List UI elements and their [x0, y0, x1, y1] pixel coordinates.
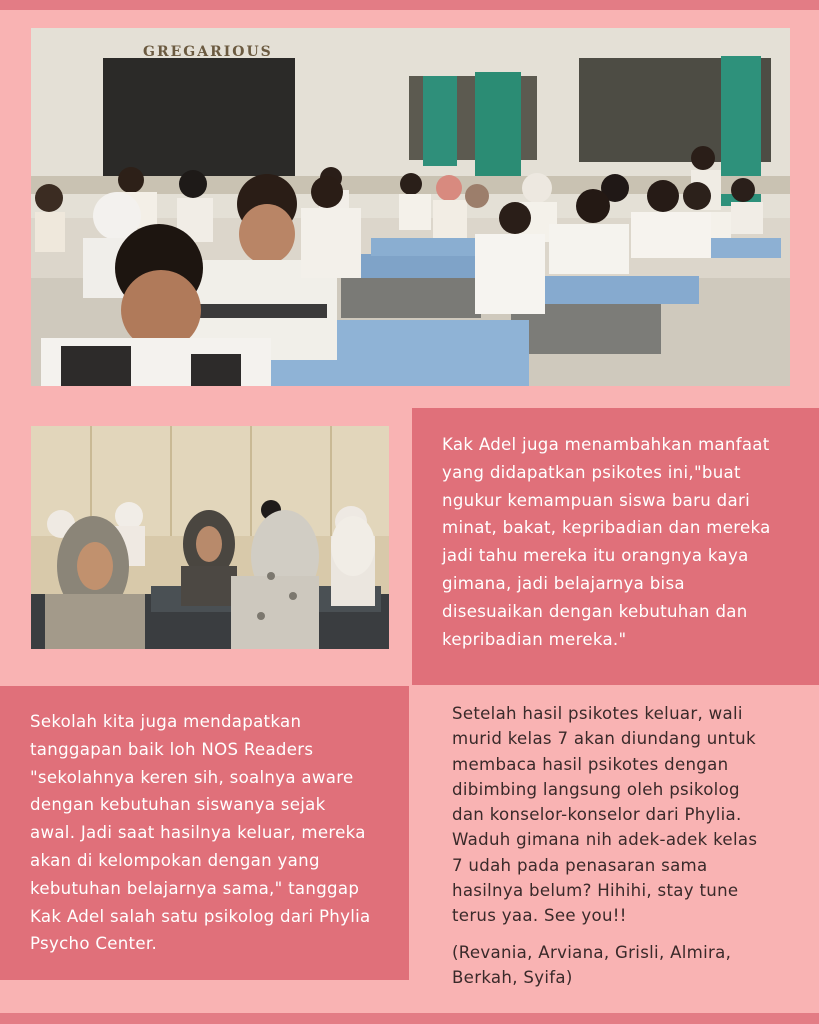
text-line: kebutuhan belajarnya sama," tanggap: [30, 878, 360, 898]
text-line: "sekolahnya keren sih, soalnya aware: [30, 767, 354, 787]
text-line: dengan kebutuhan siswanya sejak: [30, 795, 326, 815]
classroom-photo: [31, 28, 790, 386]
top-border-stripe: [0, 0, 819, 10]
text-line: dibimbing langsung oleh psikolog: [452, 779, 740, 799]
bottom-border-stripe: [0, 1013, 819, 1024]
text-line: Psycho Center.: [30, 934, 158, 954]
text-line: tanggapan baik loh NOS Readers: [30, 739, 314, 759]
text-line: murid kelas 7 akan diundang untuk: [452, 729, 756, 749]
text-line: disesuaikan dengan kebutuhan dan: [442, 601, 748, 621]
text-line: Kak Adel salah satu psikolog dari Phylia: [30, 906, 371, 926]
gregarious-sign: GREGARIOUS: [143, 44, 273, 60]
author-credits: [452, 940, 797, 991]
text-line: awal. Jadi saat hasilnya keluar, mereka: [30, 823, 366, 843]
paragraph-tanggapan: [30, 708, 395, 958]
paragraph-manfaat-psikotes: [442, 431, 802, 653]
students-hijab-photo: [31, 426, 389, 649]
text-line: yang didapatkan psikotes ini,"buat: [442, 462, 741, 482]
text-line: akan di kelompokan dengan yang: [30, 850, 320, 870]
text-line: Setelah hasil psikotes keluar, wali: [452, 704, 743, 723]
text-line: Sekolah kita juga mendapatkan: [30, 712, 302, 731]
text-line: dan konselor-konselor dari Phylia.: [452, 805, 742, 825]
paragraph-hasil-psikotes: [452, 701, 797, 929]
text-line: hasilnya belum? Hihihi, stay tune: [452, 881, 739, 901]
quote-panel-right: [412, 408, 819, 685]
text-line: 7 udah pada penasaran sama: [452, 855, 708, 875]
text-line: membaca hasil psikotes dengan: [452, 754, 729, 774]
text-line: gimana, jadi belajarnya bisa: [442, 573, 685, 593]
credits-line: (Revania, Arviana, Grisli, Almira,: [452, 943, 732, 962]
credits-line: Berkah, Syifa): [452, 968, 573, 988]
text-line: ngukur kemampuan siswa baru dari: [442, 490, 750, 510]
text-line: terus yaa. See you!!: [452, 906, 627, 926]
text-line: Kak Adel juga menambahkan manfaat: [442, 435, 770, 454]
text-line: kepribadian mereka.": [442, 629, 627, 649]
quote-panel-left: [0, 686, 409, 980]
text-line: jadi tahu mereka itu orangnya kaya: [442, 546, 749, 566]
text-line: minat, bakat, kepribadian dan mereka: [442, 518, 771, 538]
text-line: Waduh gimana nih adek-adek kelas: [452, 830, 758, 850]
